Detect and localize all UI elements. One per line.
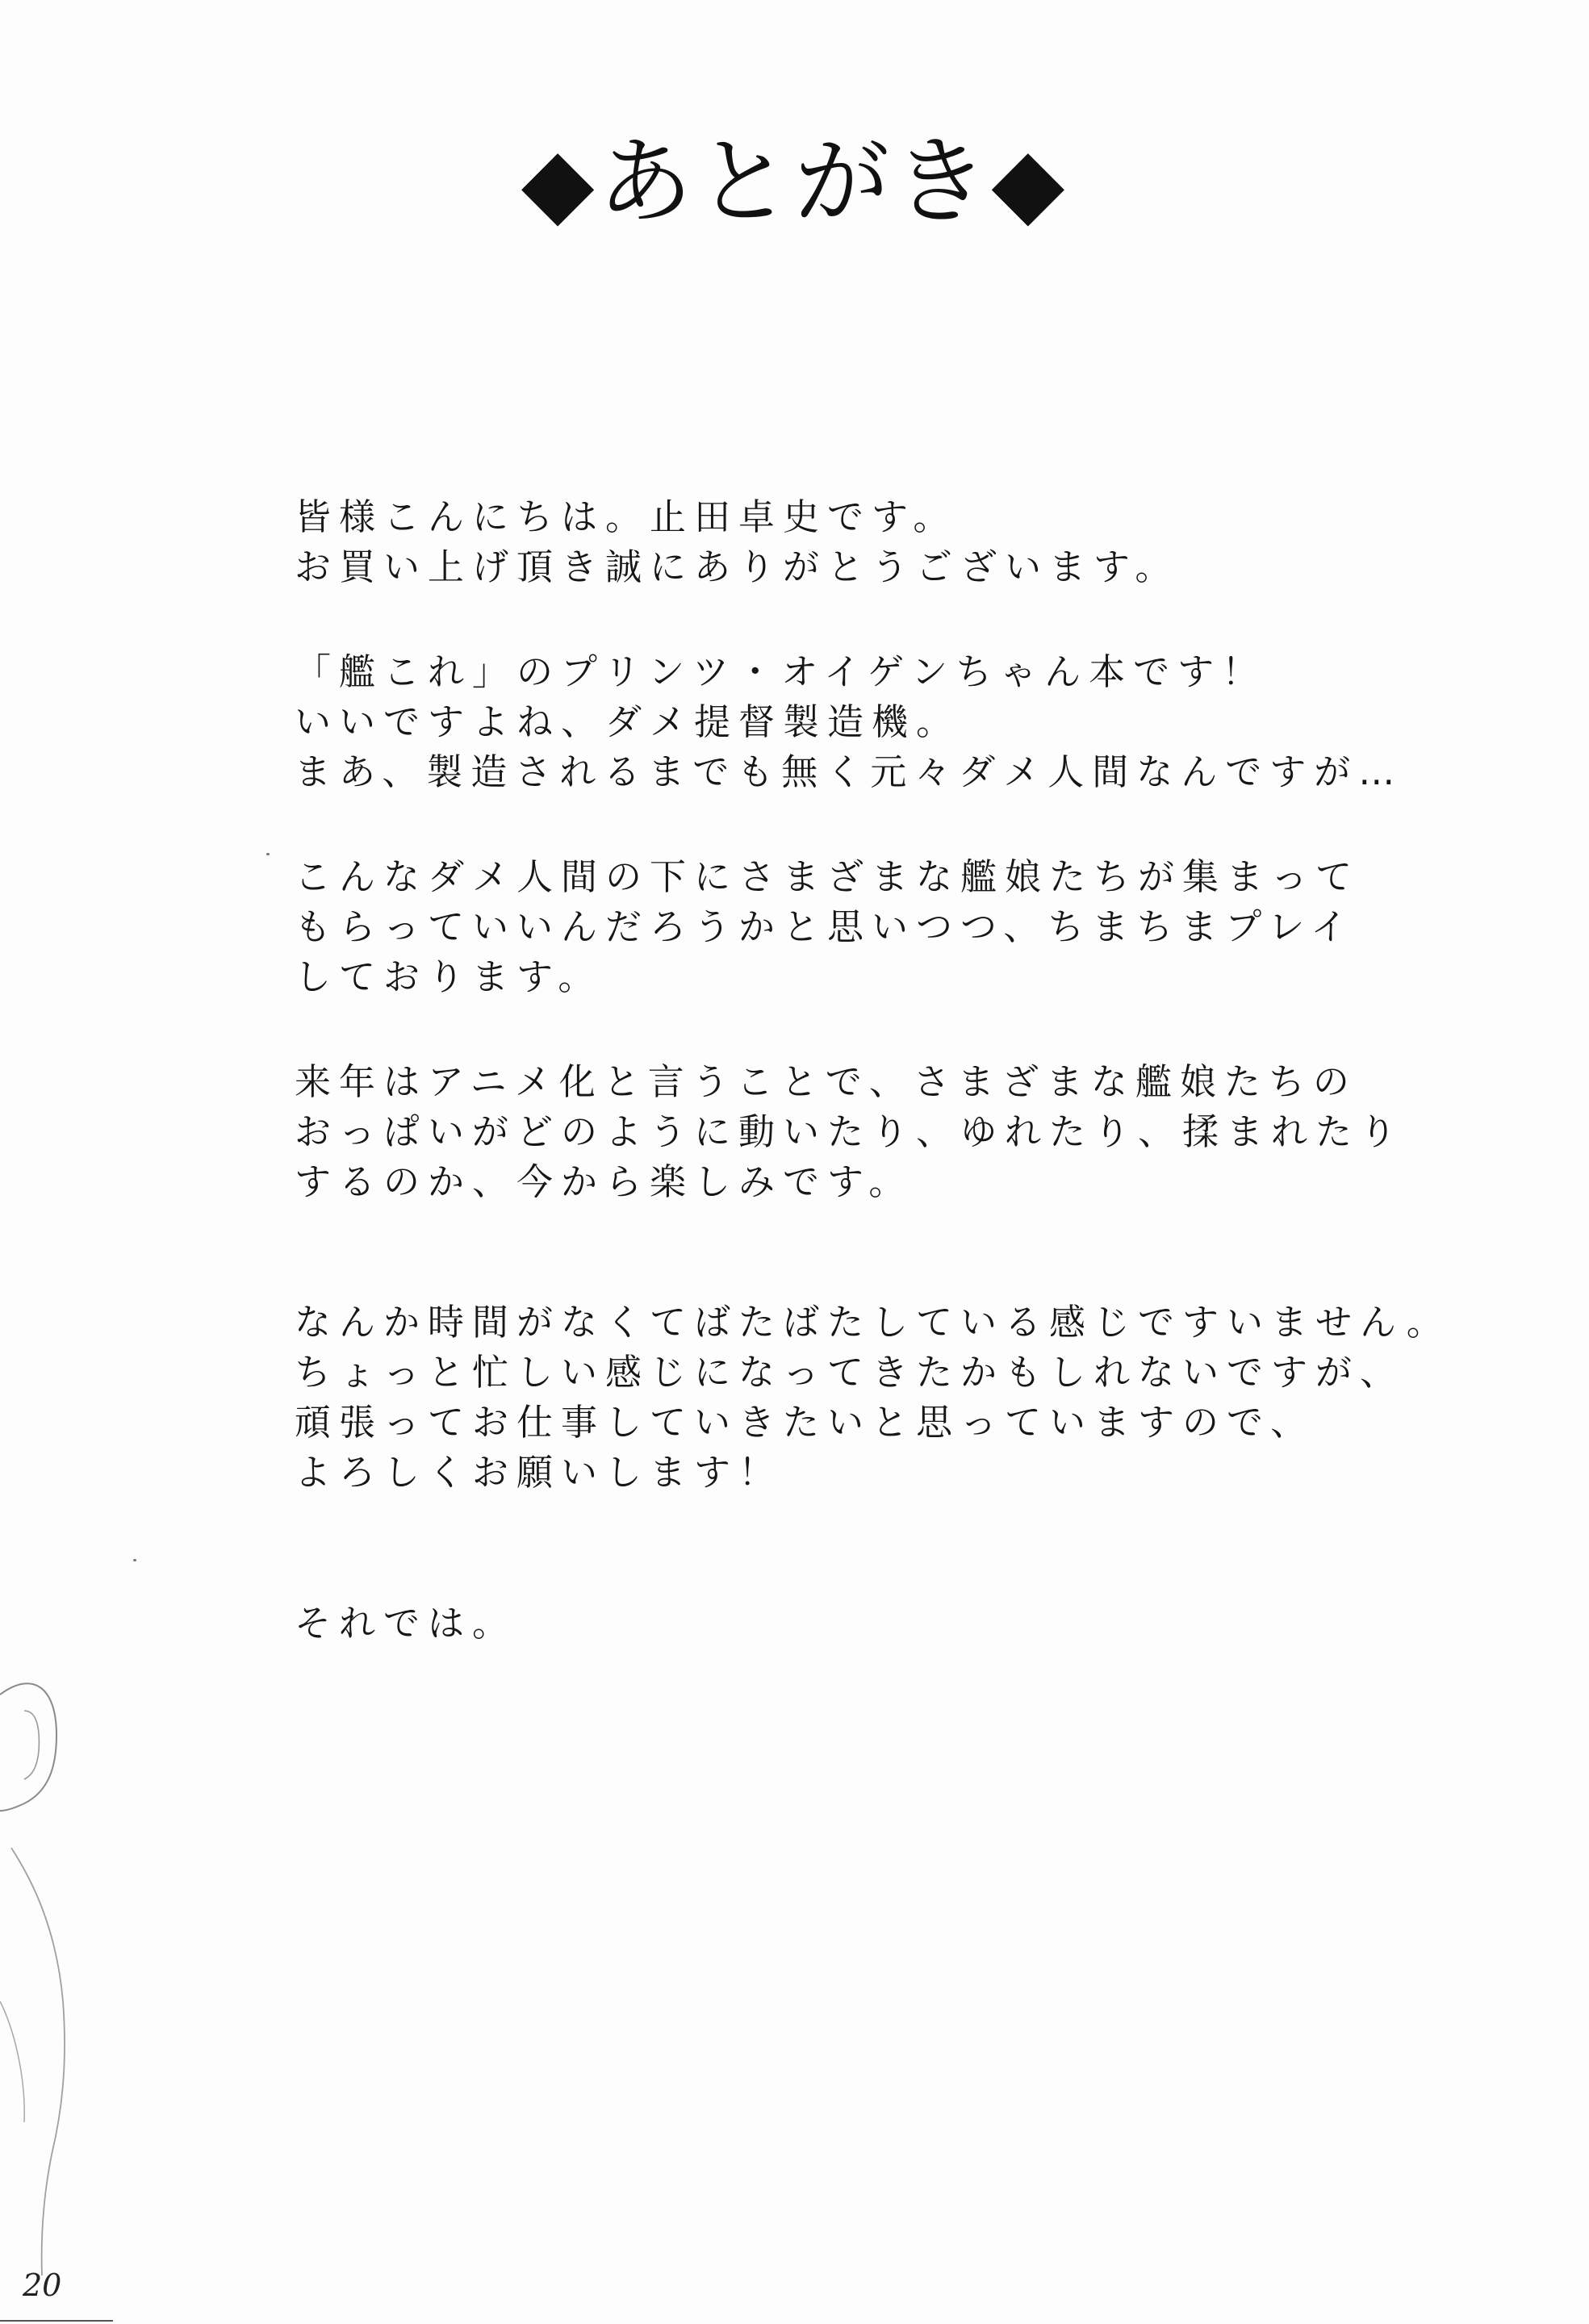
text-line: よろしくお願いします！: [295, 1451, 784, 1494]
text-line: しております。: [295, 955, 603, 998]
paragraph-anime: [295, 1057, 1424, 1207]
text-line: 頑張ってお仕事していきたいと思っていますので、: [295, 1401, 1315, 1444]
paragraph-greeting: [295, 492, 1424, 592]
text-line: するのか、今から楽しみです。: [295, 1160, 914, 1203]
page-number: 20: [23, 2268, 62, 2303]
paragraph-playing: [295, 852, 1424, 1002]
text-line: 皆様こんにちは。止田卓史です。: [295, 495, 958, 538]
sketch-lines: [0, 1662, 113, 2324]
text-line: なんか時間がなくてばたばたしている感じですいません。: [295, 1301, 1451, 1344]
text-line: いいですよね、ダメ提督製造機。: [295, 700, 961, 743]
scan-speck: [266, 853, 270, 855]
text-line: それでは。: [295, 1602, 517, 1645]
text-line: おっぱいがどのように動いたり、ゆれたり、揉まれたり: [295, 1110, 1405, 1153]
text-line: 「艦これ」のプリンツ・オイゲンちゃん本です！: [295, 650, 1267, 693]
text-line: もらっていいんだろうかと思いつつ、ちまちまプレイ: [295, 905, 1356, 948]
text-line: ちょっと忙しい感じになってきたかもしれないですが、: [295, 1351, 1405, 1394]
text-line: まあ、製造されるまでも無く元々ダメ人間なんですが…: [295, 750, 1403, 793]
text-line: 来年はアニメ化と言うことで、さまざまな艦娘たちの: [295, 1060, 1357, 1103]
page-title: ◆あとがき◆: [521, 126, 1068, 237]
paragraph-closing: [295, 1599, 1424, 1649]
text-line: こんなダメ人間の下にさまざまな艦娘たちが集まって: [295, 855, 1361, 898]
scan-speck: [133, 1559, 136, 1561]
paragraph-apology: [295, 1298, 1451, 1498]
afterword-body: [295, 492, 1451, 1649]
paragraph-book-intro: [295, 647, 1424, 797]
text-line: お買い上げ頂き誠にありがとうございます。: [295, 545, 1180, 588]
